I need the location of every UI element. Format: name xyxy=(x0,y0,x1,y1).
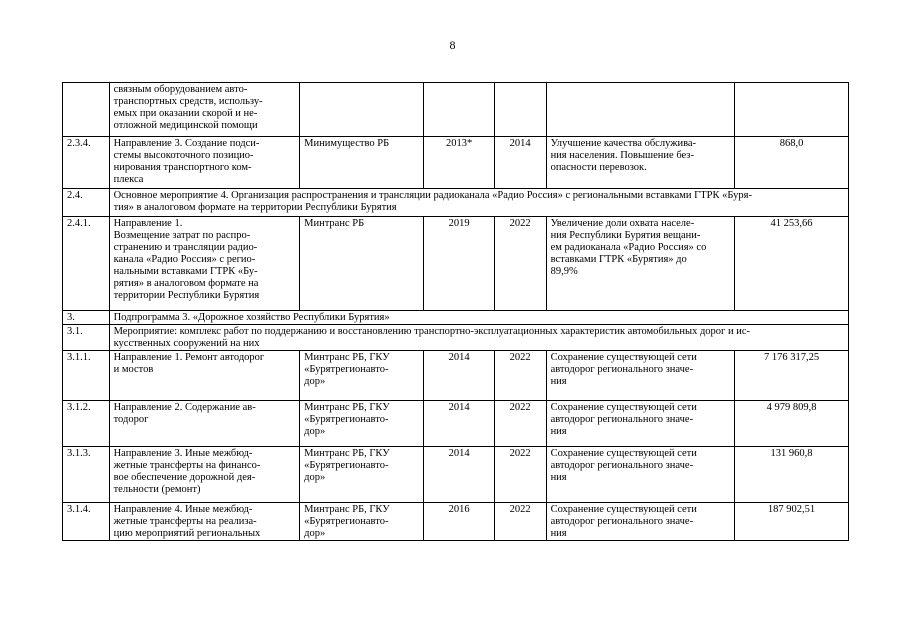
program-table xyxy=(62,82,849,541)
section-title: Подпрограмма 3. «Дорожное хозяйство Республики Бурятия» xyxy=(109,311,848,325)
measure-name: Направление 1. Ремонт автодорог и мостов xyxy=(109,351,300,401)
end-year: 2022 xyxy=(494,447,546,503)
end-year: 2022 xyxy=(494,351,546,401)
end-year: 2022 xyxy=(494,217,546,311)
row-number: 3.1.1. xyxy=(63,351,110,401)
executor: Минтранс РБ, ГКУ «Бурятрегионавто- дор» xyxy=(300,447,424,503)
section-title: Основное мероприятие 4. Организация распространения и трансляции радиоканала «Радио Россия» с региональными вставками ГТРК «Буря- тия» в аналоговом формате на территории Республики Бурятия xyxy=(109,189,848,217)
measure-name: Направление 2. Содержание ав- тодорог xyxy=(109,401,300,447)
funding-amount: 868,0 xyxy=(735,137,849,189)
funding-amount xyxy=(735,83,849,137)
measure-name: Направление 4. Иные межбюд- жетные трансферты на реализа- цию мероприятий региональных xyxy=(109,503,300,541)
measure-name: связным оборудованием авто- транспортных средств, использу- емых при оказании скорой и не- отложной медицинской помощи xyxy=(109,83,300,137)
table-row xyxy=(63,325,849,351)
table-row xyxy=(63,189,849,217)
end-year: 2022 xyxy=(494,503,546,541)
page-number: 8 xyxy=(449,38,456,52)
table-row xyxy=(63,401,849,447)
table-row xyxy=(63,137,849,189)
start-year xyxy=(424,83,494,137)
start-year: 2014 xyxy=(424,401,494,447)
table-row xyxy=(63,83,849,137)
table-body xyxy=(63,83,849,541)
executor: Минтранс РБ xyxy=(300,217,424,311)
executor xyxy=(300,83,424,137)
table-row xyxy=(63,503,849,541)
row-number: 3.1.3. xyxy=(63,447,110,503)
executor: Минтранс РБ, ГКУ «Бурятрегионавто- дор» xyxy=(300,351,424,401)
table-row xyxy=(63,217,849,311)
measure-name: Направление 3. Иные межбюд- жетные трансферты на финансо- вое обеспечение дорожной дея- тельности (ремонт) xyxy=(109,447,300,503)
end-year: 2014 xyxy=(494,137,546,189)
row-number: 3.1.4. xyxy=(63,503,110,541)
executor: Минимущество РБ xyxy=(300,137,424,189)
funding-amount: 4 979 809,8 xyxy=(735,401,849,447)
start-year: 2019 xyxy=(424,217,494,311)
executor: Минтранс РБ, ГКУ «Бурятрегионавто- дор» xyxy=(300,503,424,541)
start-year: 2016 xyxy=(424,503,494,541)
expected-result: Сохранение существующей сети автодорог регионального значе- ния xyxy=(546,401,734,447)
funding-amount: 41 253,66 xyxy=(735,217,849,311)
row-number: 2.4.1. xyxy=(63,217,110,311)
expected-result: Увеличение доли охвата населе- ния Республики Бурятия вещани- ем радиоканала «Радио Россия» со вставками ГТРК «Бурятия» до 89,9% xyxy=(546,217,734,311)
measure-name: Направление 1. Возмещение затрат по распро- странению и трансляции радио- канала «Радио Россия» с регио- нальными вставками ГТРК «Бу- рятия» в аналоговом формате на территории Республики Бурятия xyxy=(109,217,300,311)
table-row xyxy=(63,311,849,325)
start-year: 2014 xyxy=(424,447,494,503)
measure-name: Направление 3. Создание подси- стемы высокоточного позицио- нирования транспортного ком- плекса xyxy=(109,137,300,189)
row-number: 3.1.2. xyxy=(63,401,110,447)
funding-amount: 187 902,51 xyxy=(735,503,849,541)
funding-amount: 7 176 317,25 xyxy=(735,351,849,401)
section-title: Мероприятие: комплекс работ по поддержанию и восстановлению транспортно-эксплуатационных характеристик автомобильных дорог и ис- кусственных сооружений на них xyxy=(109,325,848,351)
start-year: 2014 xyxy=(424,351,494,401)
end-year: 2022 xyxy=(494,401,546,447)
expected-result xyxy=(546,83,734,137)
expected-result: Улучшение качества обслужива- ния населения. Повышение без- опасности перевозок. xyxy=(546,137,734,189)
row-number: 3.1. xyxy=(63,325,110,351)
row-number xyxy=(63,83,110,137)
table-row xyxy=(63,447,849,503)
row-number: 2.3.4. xyxy=(63,137,110,189)
expected-result: Сохранение существующей сети автодорог регионального значе- ния xyxy=(546,447,734,503)
expected-result: Сохранение существующей сети автодорог регионального значе- ния xyxy=(546,503,734,541)
start-year: 2013* xyxy=(424,137,494,189)
executor: Минтранс РБ, ГКУ «Бурятрегионавто- дор» xyxy=(300,401,424,447)
row-number: 3. xyxy=(63,311,110,325)
row-number: 2.4. xyxy=(63,189,110,217)
funding-amount: 131 960,8 xyxy=(735,447,849,503)
table-row xyxy=(63,351,849,401)
end-year xyxy=(494,83,546,137)
expected-result: Сохранение существующей сети автодорог регионального значе- ния xyxy=(546,351,734,401)
